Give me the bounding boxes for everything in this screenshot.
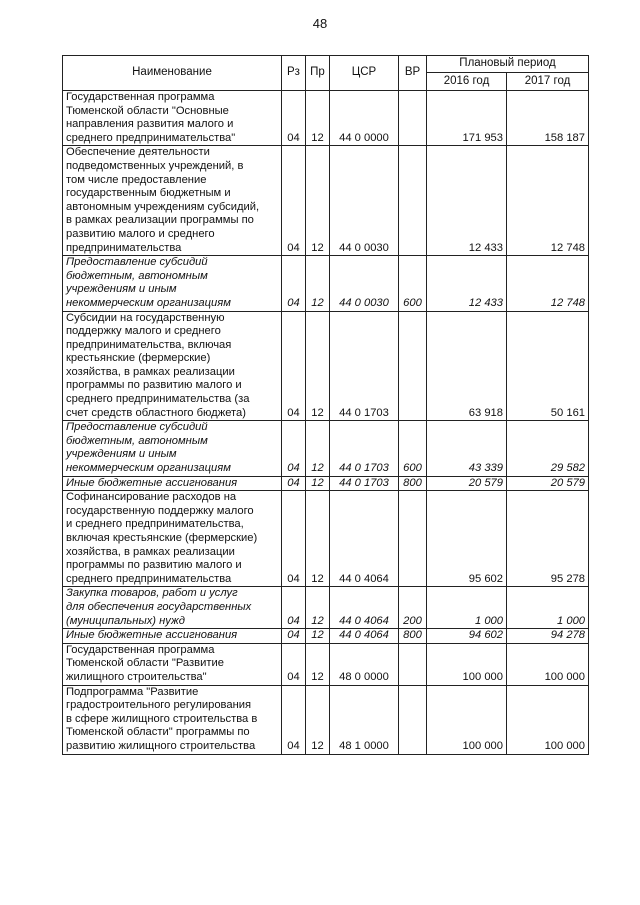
row-pr: 12 xyxy=(306,311,330,421)
row-csr: 44 0 4064 xyxy=(330,491,399,587)
row-pr: 12 xyxy=(306,91,330,146)
row-rz: 04 xyxy=(282,685,306,754)
table-row xyxy=(63,629,589,644)
row-amount-2017: 20 579 xyxy=(507,476,589,491)
table-row xyxy=(63,421,589,476)
row-pr: 12 xyxy=(306,629,330,644)
row-name: Обеспечение деятельности подведомственных учреждений, в том числе предоставление государственным бюджетным и автономным учреждениям субсидий, в рамках реализации программы по развитию малого и среднего предпринимательства xyxy=(63,146,282,256)
row-name: Предоставление субсидий бюджетным, автономным учреждениям и иным некоммерческим организациям xyxy=(63,256,282,311)
table-row xyxy=(63,685,589,754)
header-planned-period: Плановый период xyxy=(427,56,589,73)
row-vr: 800 xyxy=(399,629,427,644)
row-amount-2017: 50 161 xyxy=(507,311,589,421)
row-amount-2016: 100 000 xyxy=(427,685,507,754)
row-amount-2017: 100 000 xyxy=(507,643,589,685)
row-name: Государственная программа Тюменской области "Основные направления развития малого и среднего предпринимательства" xyxy=(63,91,282,146)
page-number: 48 xyxy=(312,16,328,31)
header-csr: ЦСР xyxy=(330,56,399,91)
header-name: Наименование xyxy=(63,56,282,91)
row-pr: 12 xyxy=(306,256,330,311)
row-amount-2016: 100 000 xyxy=(427,643,507,685)
row-csr: 44 0 1703 xyxy=(330,476,399,491)
table-body xyxy=(63,91,589,755)
row-name: Софинансирование расходов на государственную поддержку малого и среднего предпринимательства, включая крестьянские (фермерские) хозяйства, в рамках реализации программы по развитию малого и среднего предпринимательства xyxy=(63,491,282,587)
row-vr: 600 xyxy=(399,421,427,476)
header-year-2016: 2016 год xyxy=(427,73,507,91)
header-year-2017: 2017 год xyxy=(507,73,589,91)
row-pr: 12 xyxy=(306,146,330,256)
row-pr: 12 xyxy=(306,421,330,476)
row-amount-2016: 1 000 xyxy=(427,587,507,629)
row-vr xyxy=(399,146,427,256)
row-rz: 04 xyxy=(282,491,306,587)
row-name: Государственная программа Тюменской области "Развитие жилищного строительства" xyxy=(63,643,282,685)
row-amount-2016: 94 602 xyxy=(427,629,507,644)
row-amount-2016: 95 602 xyxy=(427,491,507,587)
row-amount-2016: 12 433 xyxy=(427,256,507,311)
row-pr: 12 xyxy=(306,476,330,491)
row-rz: 04 xyxy=(282,587,306,629)
row-csr: 44 0 4064 xyxy=(330,629,399,644)
table-row xyxy=(63,256,589,311)
row-amount-2016: 12 433 xyxy=(427,146,507,256)
row-csr: 44 0 1703 xyxy=(330,421,399,476)
row-csr: 48 1 0000 xyxy=(330,685,399,754)
row-pr: 12 xyxy=(306,491,330,587)
row-vr xyxy=(399,643,427,685)
row-amount-2017: 12 748 xyxy=(507,146,589,256)
row-pr: 12 xyxy=(306,643,330,685)
table-row xyxy=(63,146,589,256)
row-rz: 04 xyxy=(282,146,306,256)
header-vr: ВР xyxy=(399,56,427,91)
row-amount-2017: 29 582 xyxy=(507,421,589,476)
row-amount-2017: 100 000 xyxy=(507,685,589,754)
row-amount-2017: 12 748 xyxy=(507,256,589,311)
row-name: Субсидии на государственную поддержку малого и среднего предпринимательства, включая крестьянские (фермерские) хозяйства, в рамках реализации программы по развитию малого и среднего предпринимательства (за счет средств областного бюджета) xyxy=(63,311,282,421)
row-name: Предоставление субсидий бюджетным, автономным учреждениям и иным некоммерческим организациям xyxy=(63,421,282,476)
row-rz: 04 xyxy=(282,91,306,146)
row-csr: 44 0 0000 xyxy=(330,91,399,146)
row-amount-2016: 171 953 xyxy=(427,91,507,146)
row-name: Иные бюджетные ассигнования xyxy=(63,476,282,491)
row-pr: 12 xyxy=(306,587,330,629)
row-amount-2017: 1 000 xyxy=(507,587,589,629)
row-name: Закупка товаров, работ и услуг для обеспечения государственных (муниципальных) нужд xyxy=(63,587,282,629)
row-pr: 12 xyxy=(306,685,330,754)
table-row xyxy=(63,476,589,491)
budget-table xyxy=(62,55,589,755)
row-rz: 04 xyxy=(282,629,306,644)
row-csr: 44 0 4064 xyxy=(330,587,399,629)
header-rz: Рз xyxy=(282,56,306,91)
row-amount-2016: 20 579 xyxy=(427,476,507,491)
row-rz: 04 xyxy=(282,643,306,685)
row-vr xyxy=(399,491,427,587)
table-row xyxy=(63,491,589,587)
row-vr xyxy=(399,311,427,421)
row-name: Иные бюджетные ассигнования xyxy=(63,629,282,644)
row-vr xyxy=(399,91,427,146)
row-amount-2016: 63 918 xyxy=(427,311,507,421)
row-rz: 04 xyxy=(282,421,306,476)
row-rz: 04 xyxy=(282,256,306,311)
row-vr xyxy=(399,685,427,754)
row-amount-2017: 94 278 xyxy=(507,629,589,644)
row-vr: 600 xyxy=(399,256,427,311)
row-rz: 04 xyxy=(282,311,306,421)
header-pr: Пр xyxy=(306,56,330,91)
row-amount-2016: 43 339 xyxy=(427,421,507,476)
table-row xyxy=(63,643,589,685)
row-csr: 44 0 1703 xyxy=(330,311,399,421)
table-row xyxy=(63,311,589,421)
row-name: Подпрограмма "Развитие градостроительного регулирования в сфере жилищного строительства в Тюменской области" программы по развитию жилищного строительства xyxy=(63,685,282,754)
row-rz: 04 xyxy=(282,476,306,491)
row-csr: 44 0 0030 xyxy=(330,256,399,311)
row-amount-2017: 95 278 xyxy=(507,491,589,587)
row-amount-2017: 158 187 xyxy=(507,91,589,146)
table-row xyxy=(63,587,589,629)
table-row xyxy=(63,91,589,146)
row-csr: 44 0 0030 xyxy=(330,146,399,256)
row-csr: 48 0 0000 xyxy=(330,643,399,685)
row-vr: 200 xyxy=(399,587,427,629)
row-vr: 800 xyxy=(399,476,427,491)
